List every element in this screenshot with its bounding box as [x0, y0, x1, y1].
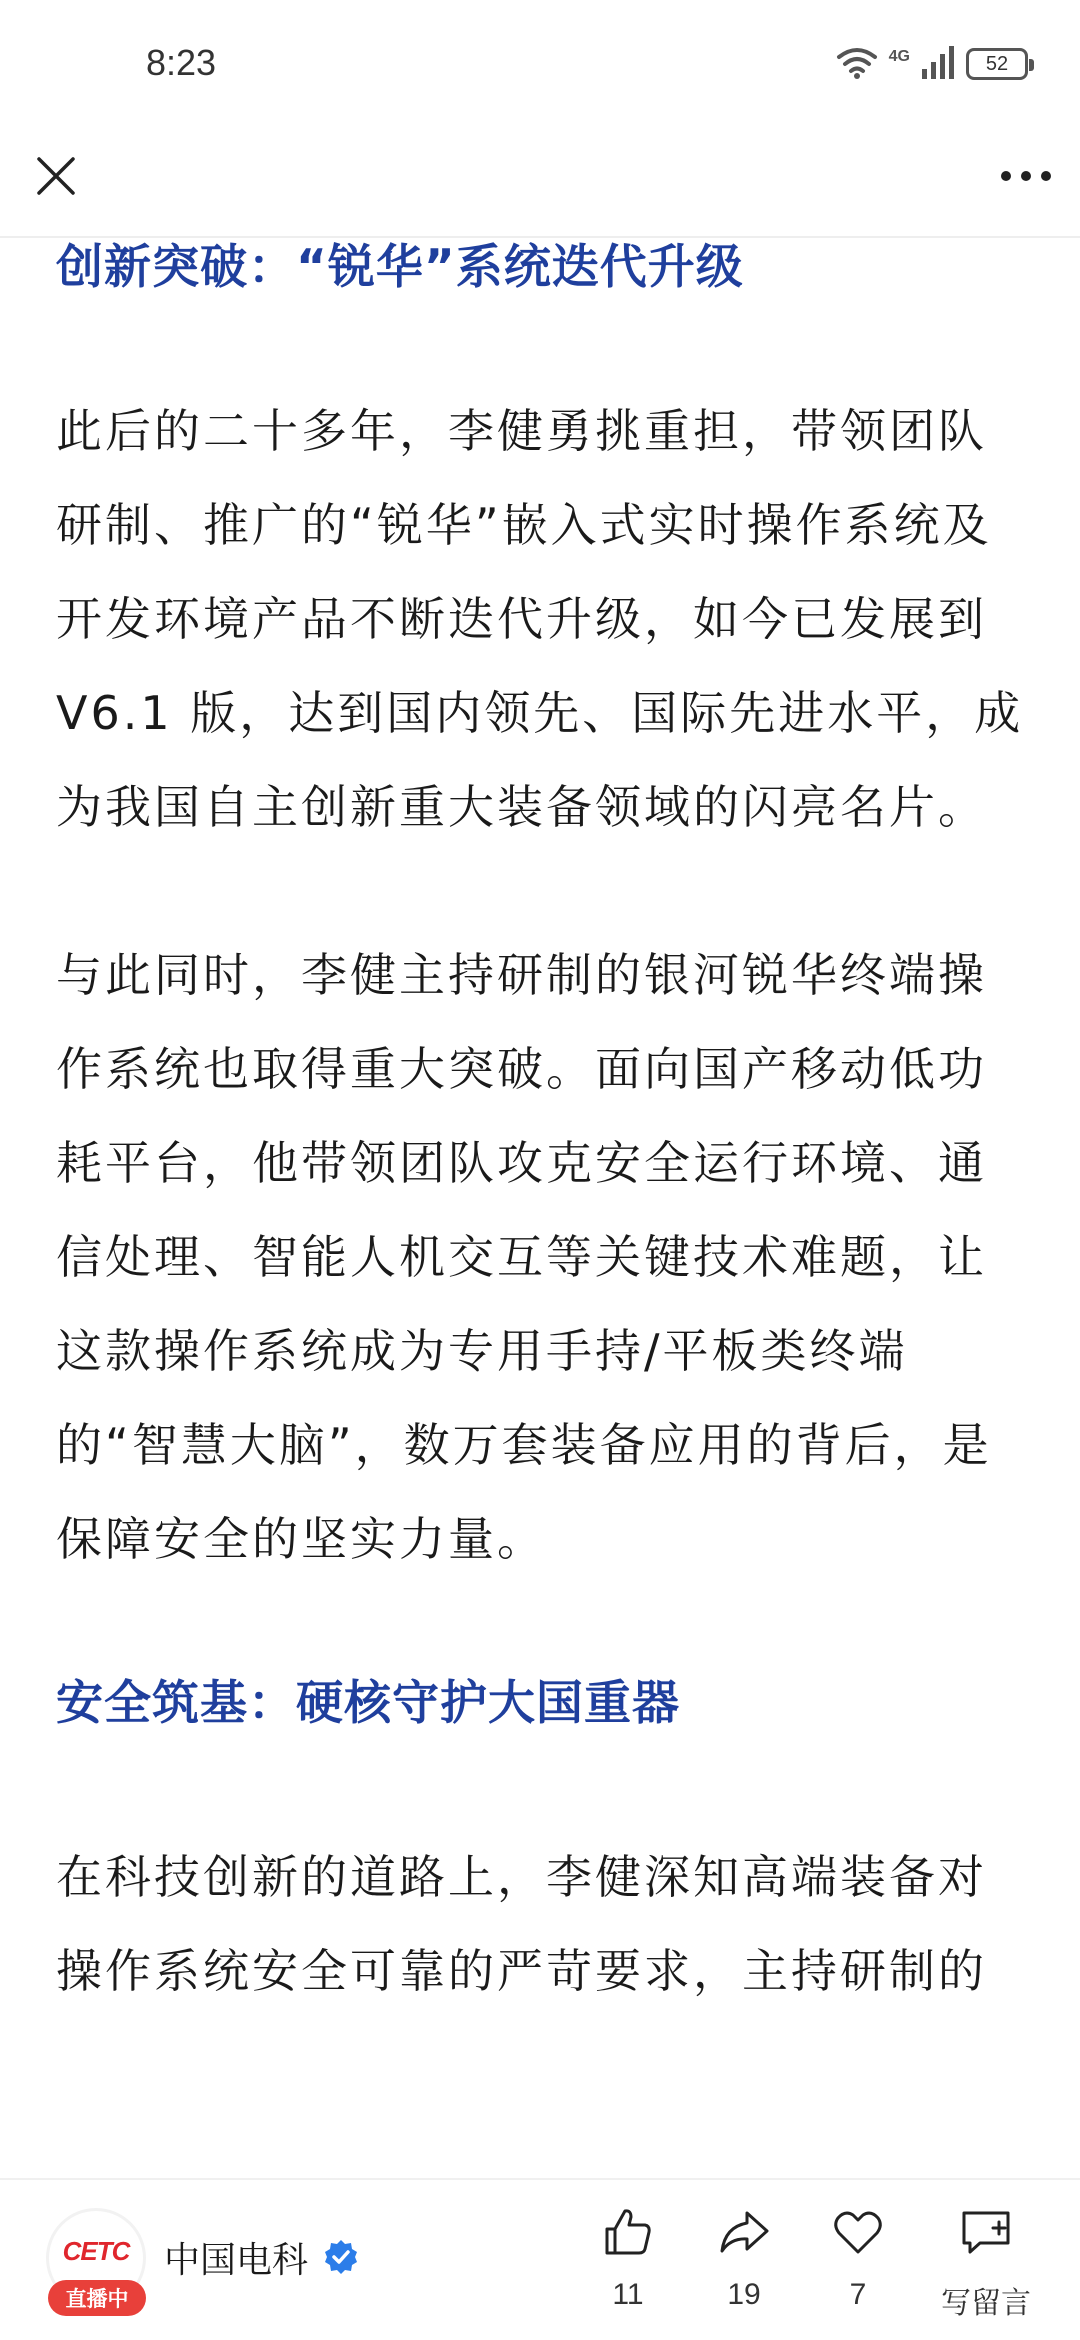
comment-add-icon [956, 2202, 1016, 2262]
verified-icon [322, 2238, 360, 2276]
status-bar [0, 0, 1080, 130]
cetc-logo: CETC [62, 2235, 130, 2266]
battery-level: 52 [985, 52, 1009, 75]
section-heading: 创新突破：“锐华”系统迭代升级 [56, 240, 744, 295]
article-paragraph: 与此同时，李健主持研制的银河锐华终端操作系统也取得重大突破。面向国产移动低功耗平台，他带领团队攻克安全运行环境、通信处理、智能人机交互等关键技术难题，让这款操作系统成为专用手持/平板类终端的“智慧大脑”，数万套装备应用的背后，是保障安全的坚实力量。 [56, 948, 992, 1566]
write-comment-button[interactable] [926, 2202, 1046, 2322]
article-paragraph: 此后的二十多年，李健勇挑重担，带领团队研制、推广的“锐华”嵌入式实时操作系统及开发环境产品不断迭代升级，如今已发展到V6.1 版，达到国内领先、国际先进水平，成为我国自主创新重大装备领域的闪亮名片。 [56, 404, 1024, 834]
write-comment-label: 写留言 [941, 2286, 1031, 2321]
top-nav-bar [0, 130, 1080, 238]
live-badge[interactable]: 直播中 [48, 2280, 146, 2316]
wifi-icon [835, 45, 879, 83]
status-time: 8:23 [146, 42, 217, 83]
bottom-action-bar [0, 2178, 1080, 2340]
share-count: 19 [727, 2278, 761, 2311]
status-icons [835, 44, 1028, 84]
close-icon [36, 156, 76, 196]
heart-icon [828, 2202, 888, 2262]
more-dots-icon [1000, 170, 1052, 182]
signal-icon [920, 45, 956, 83]
battery-icon [966, 48, 1028, 80]
thumbs-up-icon [598, 2202, 658, 2262]
share-button[interactable] [694, 2202, 794, 2312]
more-options-button[interactable] [996, 150, 1056, 202]
article-body [56, 238, 1028, 2178]
favorite-count: 7 [849, 2278, 867, 2311]
share-arrow-icon [714, 2202, 774, 2262]
article-paragraph: 在科技创新的道路上，李健深知高端装备对操作系统安全可靠的严苛要求，主持研制的 [56, 1850, 987, 1998]
section-heading: 安全筑基：硬核守护大国重器 [56, 1676, 680, 1731]
network-type-label: 4G [888, 48, 910, 65]
like-button[interactable] [578, 2202, 678, 2312]
account-name[interactable]: 中国电科 [164, 2240, 309, 2281]
favorite-button[interactable] [808, 2202, 908, 2312]
close-button[interactable] [28, 148, 84, 204]
like-count: 11 [612, 2278, 644, 2311]
